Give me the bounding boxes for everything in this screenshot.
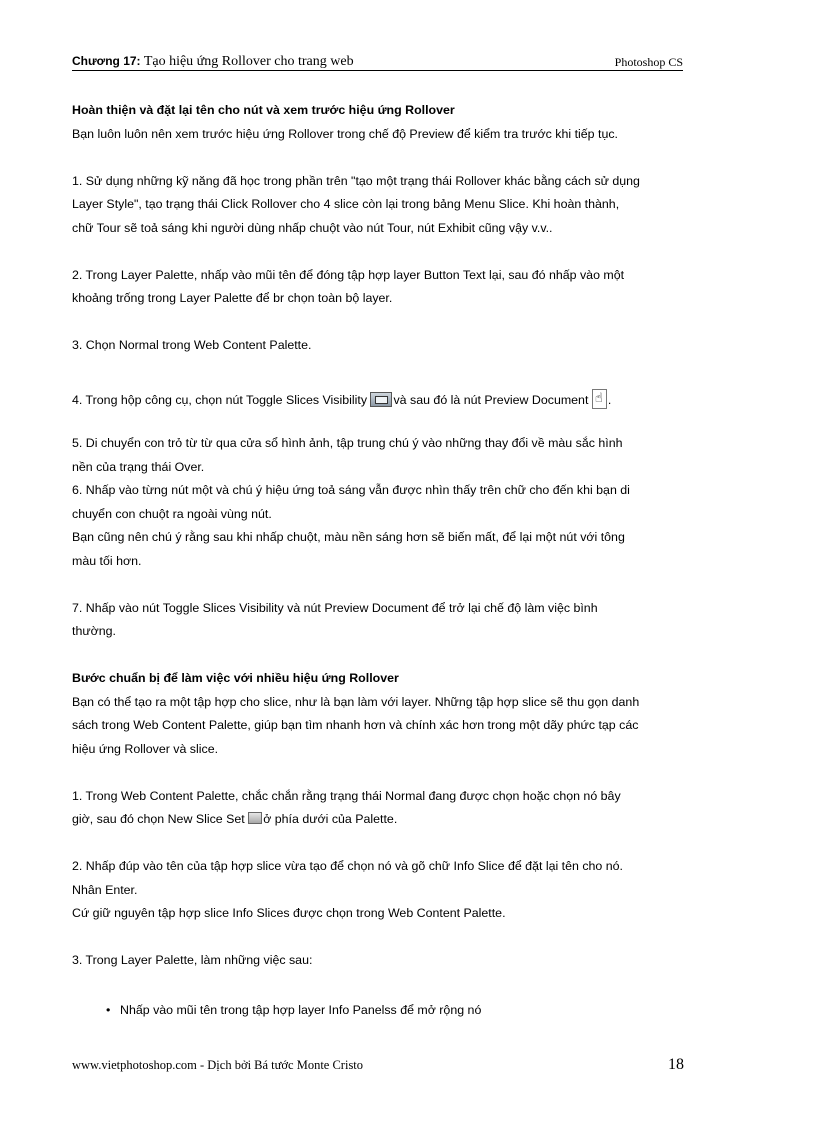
- step-4-text-a: 4. Trong hộp công cụ, chọn nút Toggle Slices Visibility: [72, 392, 371, 407]
- note-line-2: màu tối hơn.: [72, 553, 142, 568]
- section-2-step-2-line-2: Nhân Enter.: [72, 882, 138, 897]
- step-1-line-3: chữ Tour sẽ toả sáng khi người dùng nhấp chuột vào nút Tour, nút Exhibit cũng vậy v.v..: [72, 220, 553, 235]
- chapter-title: Tạo hiệu ứng Rollover cho trang web: [143, 54, 354, 69]
- section-2-keep-note: Cứ giữ nguyên tập hợp slice Info Slices được chọn trong Web Content Palette.: [72, 906, 506, 920]
- section-2-step-3: 3. Trong Layer Palette, làm những việc sau:: [72, 953, 313, 967]
- document-body: [72, 99, 692, 1022]
- step-5-line-2: nền của trạng thái Over.: [72, 459, 205, 474]
- step-7-line-1: 7. Nhấp vào nút Toggle Slices Visibility và nút Preview Document để trở lại chế độ làm việc bình: [72, 600, 598, 615]
- section-intro: Bạn luôn luôn nên xem trước hiệu ứng Rollover trong chế độ Preview để kiểm tra trước khi tiếp tục.: [72, 126, 618, 141]
- bullet-dot-icon: •: [106, 1002, 111, 1017]
- toggle-slices-visibility-icon: [370, 392, 392, 407]
- note-line-1: Bạn cũng nên chú ý rằng sau khi nhấp chuột, màu nền sáng hơn sẽ biến mất, để lại một nút với tông: [72, 530, 625, 544]
- product-name: Photoshop CS: [614, 55, 683, 69]
- section-2-step-1-line-1: 1. Trong Web Content Palette, chắc chắn rằng trạng thái Normal đang được chọn hoặc chọn nó bây: [72, 788, 621, 803]
- page-footer: [72, 1056, 684, 1076]
- step-6-line-1: 6. Nhấp vào từng nút một và chú ý hiệu ứng toả sáng vẫn được nhìn thấy trên chữ cho đến khi bạn di: [72, 483, 630, 497]
- section-2-intro-line-1: Bạn có thể tạo ra một tập hợp cho slice, như là bạn làm với layer. Những tập hợp slice sẽ thu gọn danh: [72, 694, 640, 709]
- step-1-line-2: Layer Style", tạo trạng thái Click Rollover cho 4 slice còn lại trong bảng Menu Slice. Khi hoàn thành,: [72, 197, 620, 211]
- step-1-line-1: 1. Sử dụng những kỹ năng đã học trong phần trên "tạo một trạng thái Rollover khác bằng cách sử dụng: [72, 173, 640, 188]
- step-6-line-2: chuyển con chuột ra ngoài vùng nút.: [72, 506, 272, 521]
- step-2-line-2: khoảng trống trong Layer Palette để br chọn toàn bộ layer.: [72, 291, 393, 305]
- page-header: [72, 52, 683, 71]
- chapter-label: Chương 17:: [72, 54, 141, 68]
- step-4-text-b: và sau đó là nút Preview Document: [393, 392, 592, 407]
- step-5-line-1: 5. Di chuyển con trỏ từ từ qua cửa sổ hình ảnh, tập trung chú ý vào những thay đổi về màu sắc hình: [72, 436, 623, 450]
- step-4: [72, 389, 692, 413]
- step-4-text-c: .: [607, 392, 612, 407]
- section-2-step-1-text-b: giờ, sau đó chọn New Slice Set: [72, 812, 249, 826]
- section-heading: Hoàn thiện và đặt lại tên cho nút và xem trước hiệu ứng Rollover: [72, 103, 455, 117]
- chapter-heading: [72, 52, 354, 71]
- bullet-text: Nhấp vào mũi tên trong tập hợp layer Info Panelss để mở rộng nó: [120, 1002, 482, 1017]
- step-7-line-2: thường.: [72, 624, 116, 638]
- section-2-intro-line-2: sách trong Web Content Palette, giúp bạn tìm nhanh hơn và chính xác hơn trong một dãy phức tạp các: [72, 718, 639, 732]
- preview-document-icon: [592, 389, 607, 409]
- step-3: 3. Chọn Normal trong Web Content Palette.: [72, 338, 312, 352]
- bullet-item: [72, 999, 692, 1023]
- section-2-heading: Bước chuẩn bị để làm việc với nhiều hiệu ứng Rollover: [72, 671, 399, 685]
- section-2-step-1-line-2: [72, 808, 692, 832]
- footer-credit: www.vietphotoshop.com - Dịch bởi Bá tước Monte Cristo: [72, 1058, 364, 1072]
- page-number: 18: [668, 1056, 684, 1073]
- step-2-line-1: 2. Trong Layer Palette, nhấp vào mũi tên để đóng tập hợp layer Button Text lại, sau đó nhấp vào một: [72, 267, 625, 282]
- section-2-step-2-line-1: 2. Nhấp đúp vào tên của tập hợp slice vừa tạo để chọn nó và gõ chữ Info Slice để đặt lại tên cho nó.: [72, 859, 623, 873]
- new-slice-set-icon: [248, 812, 262, 824]
- section-2-step-1-text-c: ở phía dưới của Palette.: [263, 812, 398, 826]
- section-2-intro-line-3: hiệu ứng Rollover và slice.: [72, 741, 219, 756]
